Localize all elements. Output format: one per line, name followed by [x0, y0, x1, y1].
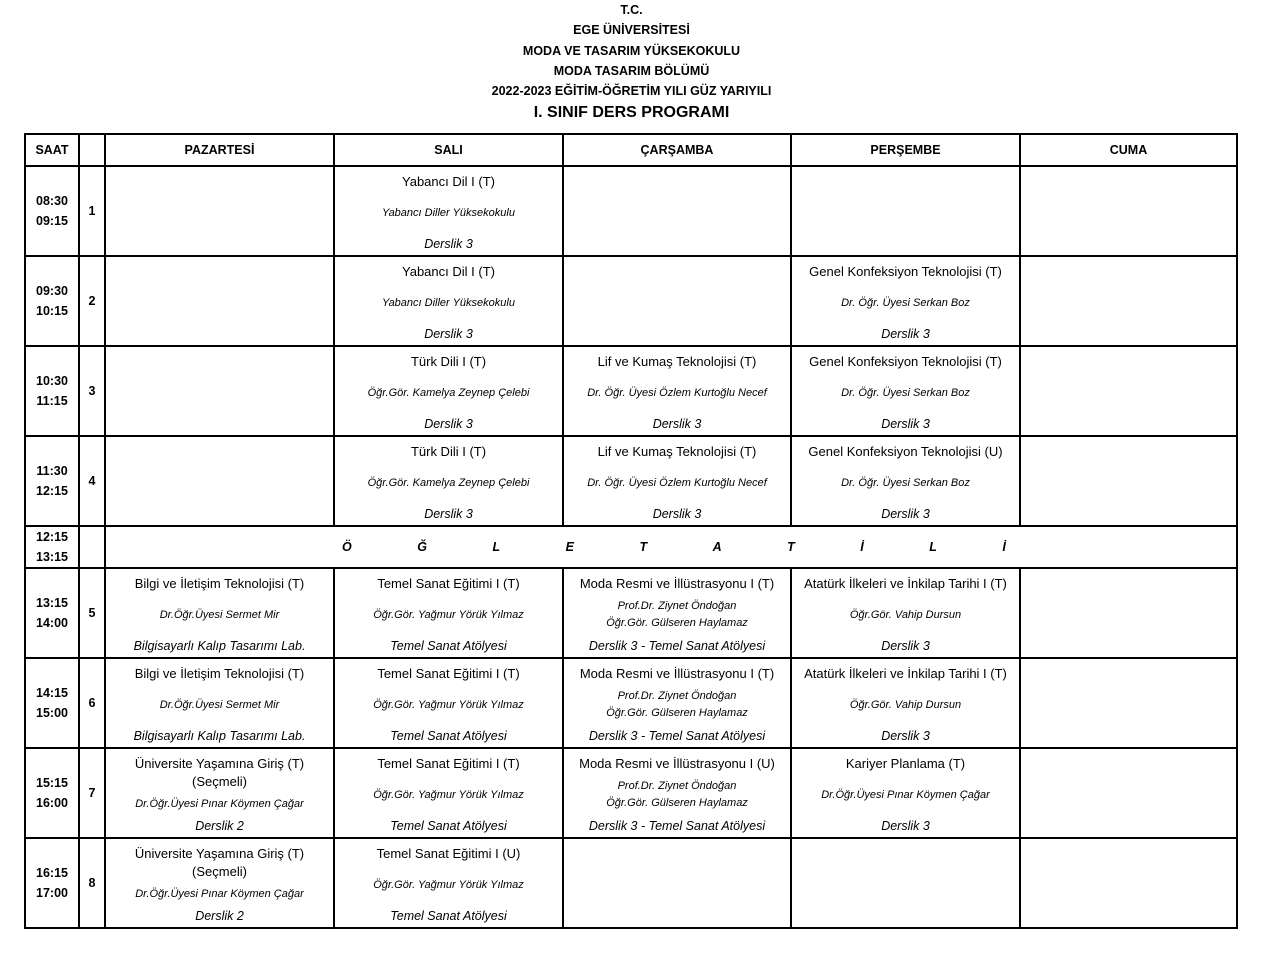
lunch-letter: T	[639, 540, 648, 554]
instructor-list	[564, 598, 790, 632]
schedule-row	[25, 436, 1237, 526]
time-cell	[25, 748, 79, 838]
course-cell	[791, 658, 1020, 748]
column-header-num	[79, 134, 105, 166]
instructor: Dr.Öğr.Üyesi Sermet Mir	[159, 698, 280, 711]
lunch-letter: İ	[860, 540, 864, 554]
instructor-list	[335, 295, 562, 312]
classroom: Derslik 3 - Temel Sanat Atölyesi	[588, 639, 766, 653]
column-header-day: SALI	[334, 134, 563, 166]
course-cell	[563, 568, 791, 658]
classroom: Bilgisayarlı Kalıp Tasarımı Lab.	[133, 639, 306, 653]
lunch-letter: T	[787, 540, 795, 554]
empty-cell	[1020, 748, 1237, 838]
instructor: Yabancı Diller Yüksekokulu	[382, 296, 515, 309]
classroom: Bilgisayarlı Kalıp Tasarımı Lab.	[133, 729, 306, 743]
slot-number	[79, 526, 105, 568]
instructor-list	[335, 205, 562, 222]
time-start: 12:15	[36, 530, 68, 544]
course-cell	[334, 346, 563, 436]
course-name: Türk Dili I (T)	[410, 354, 487, 369]
instructor-list	[335, 385, 562, 402]
instructor-list	[106, 697, 333, 714]
instructor: Öğr.Gör. Gülseren Haylamaz	[606, 707, 748, 719]
empty-cell	[105, 346, 334, 436]
time-start: 15:15	[36, 776, 68, 790]
time-end: 15:00	[36, 706, 68, 720]
time-cell	[25, 166, 79, 256]
classroom: Derslik 3 - Temel Sanat Atölyesi	[588, 729, 766, 743]
instructor: Öğr.Gör. Yağmur Yörük Yılmaz	[373, 608, 524, 621]
instructor: Dr. Öğr. Üyesi Serkan Boz	[841, 296, 970, 309]
instructor-list	[792, 385, 1019, 402]
lunch-letter: L	[492, 540, 501, 554]
instructor-list	[564, 385, 790, 402]
instructor: Prof.Dr. Ziynet Öndoğan	[617, 690, 737, 702]
lunch-letter: L	[929, 540, 937, 554]
lunch-letter: Ğ	[417, 540, 427, 554]
empty-cell	[791, 166, 1020, 256]
course-cell	[791, 256, 1020, 346]
empty-cell	[1020, 346, 1237, 436]
classroom: Temel Sanat Atölyesi	[390, 729, 507, 743]
course-cell	[791, 346, 1020, 436]
instructor-list	[792, 295, 1019, 312]
schedule-row	[25, 838, 1237, 928]
instructor: Öğr.Gör. Yağmur Yörük Yılmaz	[373, 698, 524, 711]
schedule-row	[25, 568, 1237, 658]
course-name: Türk Dili I (T)	[410, 444, 487, 459]
time-end: 11:15	[36, 394, 68, 408]
column-header-day: PAZARTESİ	[105, 134, 334, 166]
classroom: Derslik 3	[424, 327, 473, 341]
slot-number: 1	[79, 166, 105, 256]
course-cell	[563, 436, 791, 526]
classroom: Derslik 3	[424, 237, 473, 251]
course-name: Temel Sanat Eğitimi I (T)	[377, 756, 520, 771]
course-name: Yabancı Dil I (T)	[402, 174, 495, 189]
instructor-list	[792, 787, 1019, 804]
slot-number: 4	[79, 436, 105, 526]
instructor-list	[335, 787, 562, 804]
empty-cell	[1020, 166, 1237, 256]
classroom: Derslik 3	[881, 819, 930, 833]
header-line: EGE ÜNİVERSİTESİ	[573, 23, 690, 38]
empty-cell	[105, 436, 334, 526]
course-name: Bilgi ve İletişim Teknolojisi (T)	[134, 666, 305, 681]
time-cell	[25, 658, 79, 748]
instructor-list	[335, 475, 562, 492]
instructor-list	[106, 886, 333, 903]
time-cell	[25, 526, 79, 568]
time-end: 12:15	[36, 484, 68, 498]
time-end: 10:15	[36, 304, 68, 318]
column-header-day: CUMA	[1020, 134, 1237, 166]
classroom: Derslik 3	[652, 507, 702, 521]
course-cell	[791, 748, 1020, 838]
lunch-row	[25, 526, 1237, 568]
instructor-list	[792, 475, 1019, 492]
time-start: 11:30	[36, 464, 68, 478]
empty-cell	[1020, 658, 1237, 748]
time-end: 14:00	[36, 616, 68, 630]
header-row	[25, 134, 1237, 166]
course-cell	[105, 658, 334, 748]
classroom: Derslik 3	[881, 729, 930, 743]
instructor-list	[106, 796, 333, 813]
classroom: Derslik 2	[195, 909, 244, 923]
classroom: Derslik 3	[881, 417, 930, 431]
course-cell	[334, 568, 563, 658]
instructor-list	[564, 475, 790, 492]
classroom: Temel Sanat Atölyesi	[390, 909, 507, 923]
empty-cell	[563, 256, 791, 346]
empty-cell	[105, 166, 334, 256]
header-line: 2022-2023 EĞİTİM-ÖĞRETİM YILI GÜZ YARIYILI	[491, 84, 772, 99]
slot-number: 6	[79, 658, 105, 748]
course-name: Lif ve Kumaş Teknolojisi (T)	[597, 444, 757, 459]
instructor: Öğr.Gör. Gülseren Haylamaz	[606, 617, 748, 629]
slot-number: 5	[79, 568, 105, 658]
time-cell	[25, 436, 79, 526]
time-start: 14:15	[36, 686, 68, 700]
empty-cell	[1020, 436, 1237, 526]
lunch-letter: A	[712, 540, 722, 554]
course-name: Bilgi ve İletişim Teknolojisi (T)	[134, 576, 305, 591]
page-title: I. SINIF DERS PROGRAMI	[533, 104, 730, 122]
instructor: Prof.Dr. Ziynet Öndoğan	[617, 780, 737, 792]
instructor: Yabancı Diller Yüksekokulu	[382, 206, 515, 219]
slot-number: 2	[79, 256, 105, 346]
document-header	[0, 0, 1263, 127]
instructor: Öğr.Gör. Vahip Dursun	[849, 698, 962, 711]
instructor: Öğr.Gör. Kamelya Zeynep Çelebi	[367, 476, 530, 489]
instructor: Dr.Öğr.Üyesi Sermet Mir	[159, 608, 280, 621]
slot-number: 3	[79, 346, 105, 436]
time-cell	[25, 568, 79, 658]
classroom: Temel Sanat Atölyesi	[390, 819, 507, 833]
instructor: Dr.Öğr.Üyesi Pınar Köymen Çağar	[135, 887, 304, 900]
instructor-list	[335, 607, 562, 624]
time-start: 10:30	[36, 374, 68, 388]
instructor-list	[335, 877, 562, 894]
course-name: Temel Sanat Eğitimi I (T)	[377, 666, 520, 681]
instructor: Dr.Öğr.Üyesi Pınar Köymen Çağar	[821, 788, 990, 801]
course-name: Temel Sanat Eğitimi I (T)	[377, 576, 520, 591]
instructor-list	[792, 697, 1019, 714]
empty-cell	[563, 166, 791, 256]
course-cell	[334, 838, 563, 928]
course-cell	[791, 436, 1020, 526]
instructor: Dr. Öğr. Üyesi Serkan Boz	[841, 386, 970, 399]
instructor: Öğr.Gör. Yağmur Yörük Yılmaz	[373, 788, 524, 801]
slot-number: 7	[79, 748, 105, 838]
time-end: 13:15	[36, 550, 68, 564]
classroom: Derslik 3	[881, 327, 930, 341]
instructor-list	[792, 607, 1019, 624]
column-header-saat: SAAT	[25, 134, 79, 166]
course-cell	[334, 256, 563, 346]
course-cell	[105, 748, 334, 838]
classroom: Derslik 3	[881, 639, 930, 653]
lunch-letter: E	[565, 540, 574, 554]
header-line: MODA VE TASARIM YÜKSEKOKULU	[522, 43, 741, 58]
instructor: Öğr.Gör. Yağmur Yörük Yılmaz	[373, 878, 524, 891]
time-start: 08:30	[36, 194, 68, 208]
schedule-row	[25, 346, 1237, 436]
instructor: Öğr.Gör. Gülseren Haylamaz	[606, 797, 748, 809]
course-name: Genel Konfeksiyon Teknolojisi (T)	[809, 264, 1002, 279]
instructor-list	[564, 778, 790, 812]
classroom: Derslik 3	[652, 417, 702, 431]
course-cell	[563, 346, 791, 436]
instructor-list	[106, 607, 333, 624]
slot-number: 8	[79, 838, 105, 928]
course-name: Moda Resmi ve İllüstrasyonu I (T)	[579, 576, 775, 591]
empty-cell	[105, 256, 334, 346]
course-name: Yabancı Dil I (T)	[402, 264, 495, 279]
time-end: 16:00	[36, 796, 68, 810]
course-cell	[334, 658, 563, 748]
classroom: Derslik 3	[424, 507, 473, 521]
time-cell	[25, 838, 79, 928]
classroom: Derslik 3	[424, 417, 473, 431]
empty-cell	[1020, 568, 1237, 658]
lunch-letter: İ	[1002, 540, 1006, 554]
course-name: Atatürk İlkeleri ve İnkilap Tarihi I (T)	[804, 576, 1007, 591]
classroom: Temel Sanat Atölyesi	[390, 639, 507, 653]
course-name: Genel Konfeksiyon Teknolojisi (U)	[808, 444, 1003, 459]
time-start: 13:15	[36, 596, 68, 610]
instructor: Prof.Dr. Ziynet Öndoğan	[617, 600, 737, 612]
column-header-day: PERŞEMBE	[791, 134, 1020, 166]
course-name: Lif ve Kumaş Teknolojisi (T)	[597, 354, 757, 369]
course-cell	[791, 568, 1020, 658]
course-cell	[563, 748, 791, 838]
empty-cell	[1020, 838, 1237, 928]
course-name: Temel Sanat Eğitimi I (U)	[376, 846, 521, 861]
time-end: 09:15	[36, 214, 68, 228]
course-name: Moda Resmi ve İllüstrasyonu I (U)	[579, 756, 775, 771]
header-line: T.C.	[620, 3, 643, 17]
schedule-table	[24, 133, 1238, 929]
header-line: MODA TASARIM BÖLÜMÜ	[553, 63, 710, 78]
classroom: Derslik 3 - Temel Sanat Atölyesi	[588, 819, 766, 833]
course-cell	[334, 436, 563, 526]
time-start: 16:15	[36, 866, 68, 880]
classroom: Derslik 2	[195, 819, 244, 833]
instructor-list	[564, 688, 790, 722]
course-name: Moda Resmi ve İllüstrasyonu I (T)	[579, 666, 775, 681]
instructor: Öğr.Gör. Vahip Dursun	[849, 608, 962, 621]
instructor-list	[335, 697, 562, 714]
column-header-day: ÇARŞAMBA	[563, 134, 791, 166]
time-cell	[25, 346, 79, 436]
empty-cell	[1020, 256, 1237, 346]
instructor: Dr. Öğr. Üyesi Serkan Boz	[841, 476, 970, 489]
course-name: Atatürk İlkeleri ve İnkilap Tarihi I (T)	[804, 666, 1007, 681]
schedule-row	[25, 658, 1237, 748]
instructor: Dr. Öğr. Üyesi Özlem Kurtoğlu Necef	[587, 386, 767, 399]
classroom: Derslik 3	[881, 507, 930, 521]
course-cell	[334, 748, 563, 838]
schedule-row	[25, 166, 1237, 256]
instructor: Dr.Öğr.Üyesi Pınar Köymen Çağar	[135, 797, 304, 810]
course-name: Kariyer Planlama (T)	[845, 756, 966, 771]
course-name: Üniversite Yaşamına Giriş (T) (Seçmeli)	[134, 756, 305, 789]
instructor: Öğr.Gör. Kamelya Zeynep Çelebi	[367, 386, 530, 399]
course-name: Üniversite Yaşamına Giriş (T) (Seçmeli)	[134, 846, 305, 879]
course-cell	[334, 166, 563, 256]
time-end: 17:00	[36, 886, 68, 900]
instructor: Dr. Öğr. Üyesi Özlem Kurtoğlu Necef	[587, 476, 767, 489]
empty-cell	[563, 838, 791, 928]
course-name: Genel Konfeksiyon Teknolojisi (T)	[809, 354, 1002, 369]
schedule-row	[25, 256, 1237, 346]
lunch-letter: Ö	[342, 540, 352, 554]
course-cell	[105, 568, 334, 658]
time-cell	[25, 256, 79, 346]
course-cell	[105, 838, 334, 928]
schedule-row	[25, 748, 1237, 838]
lunch-cell	[105, 526, 1237, 568]
time-start: 09:30	[36, 284, 68, 298]
empty-cell	[791, 838, 1020, 928]
course-cell	[563, 658, 791, 748]
